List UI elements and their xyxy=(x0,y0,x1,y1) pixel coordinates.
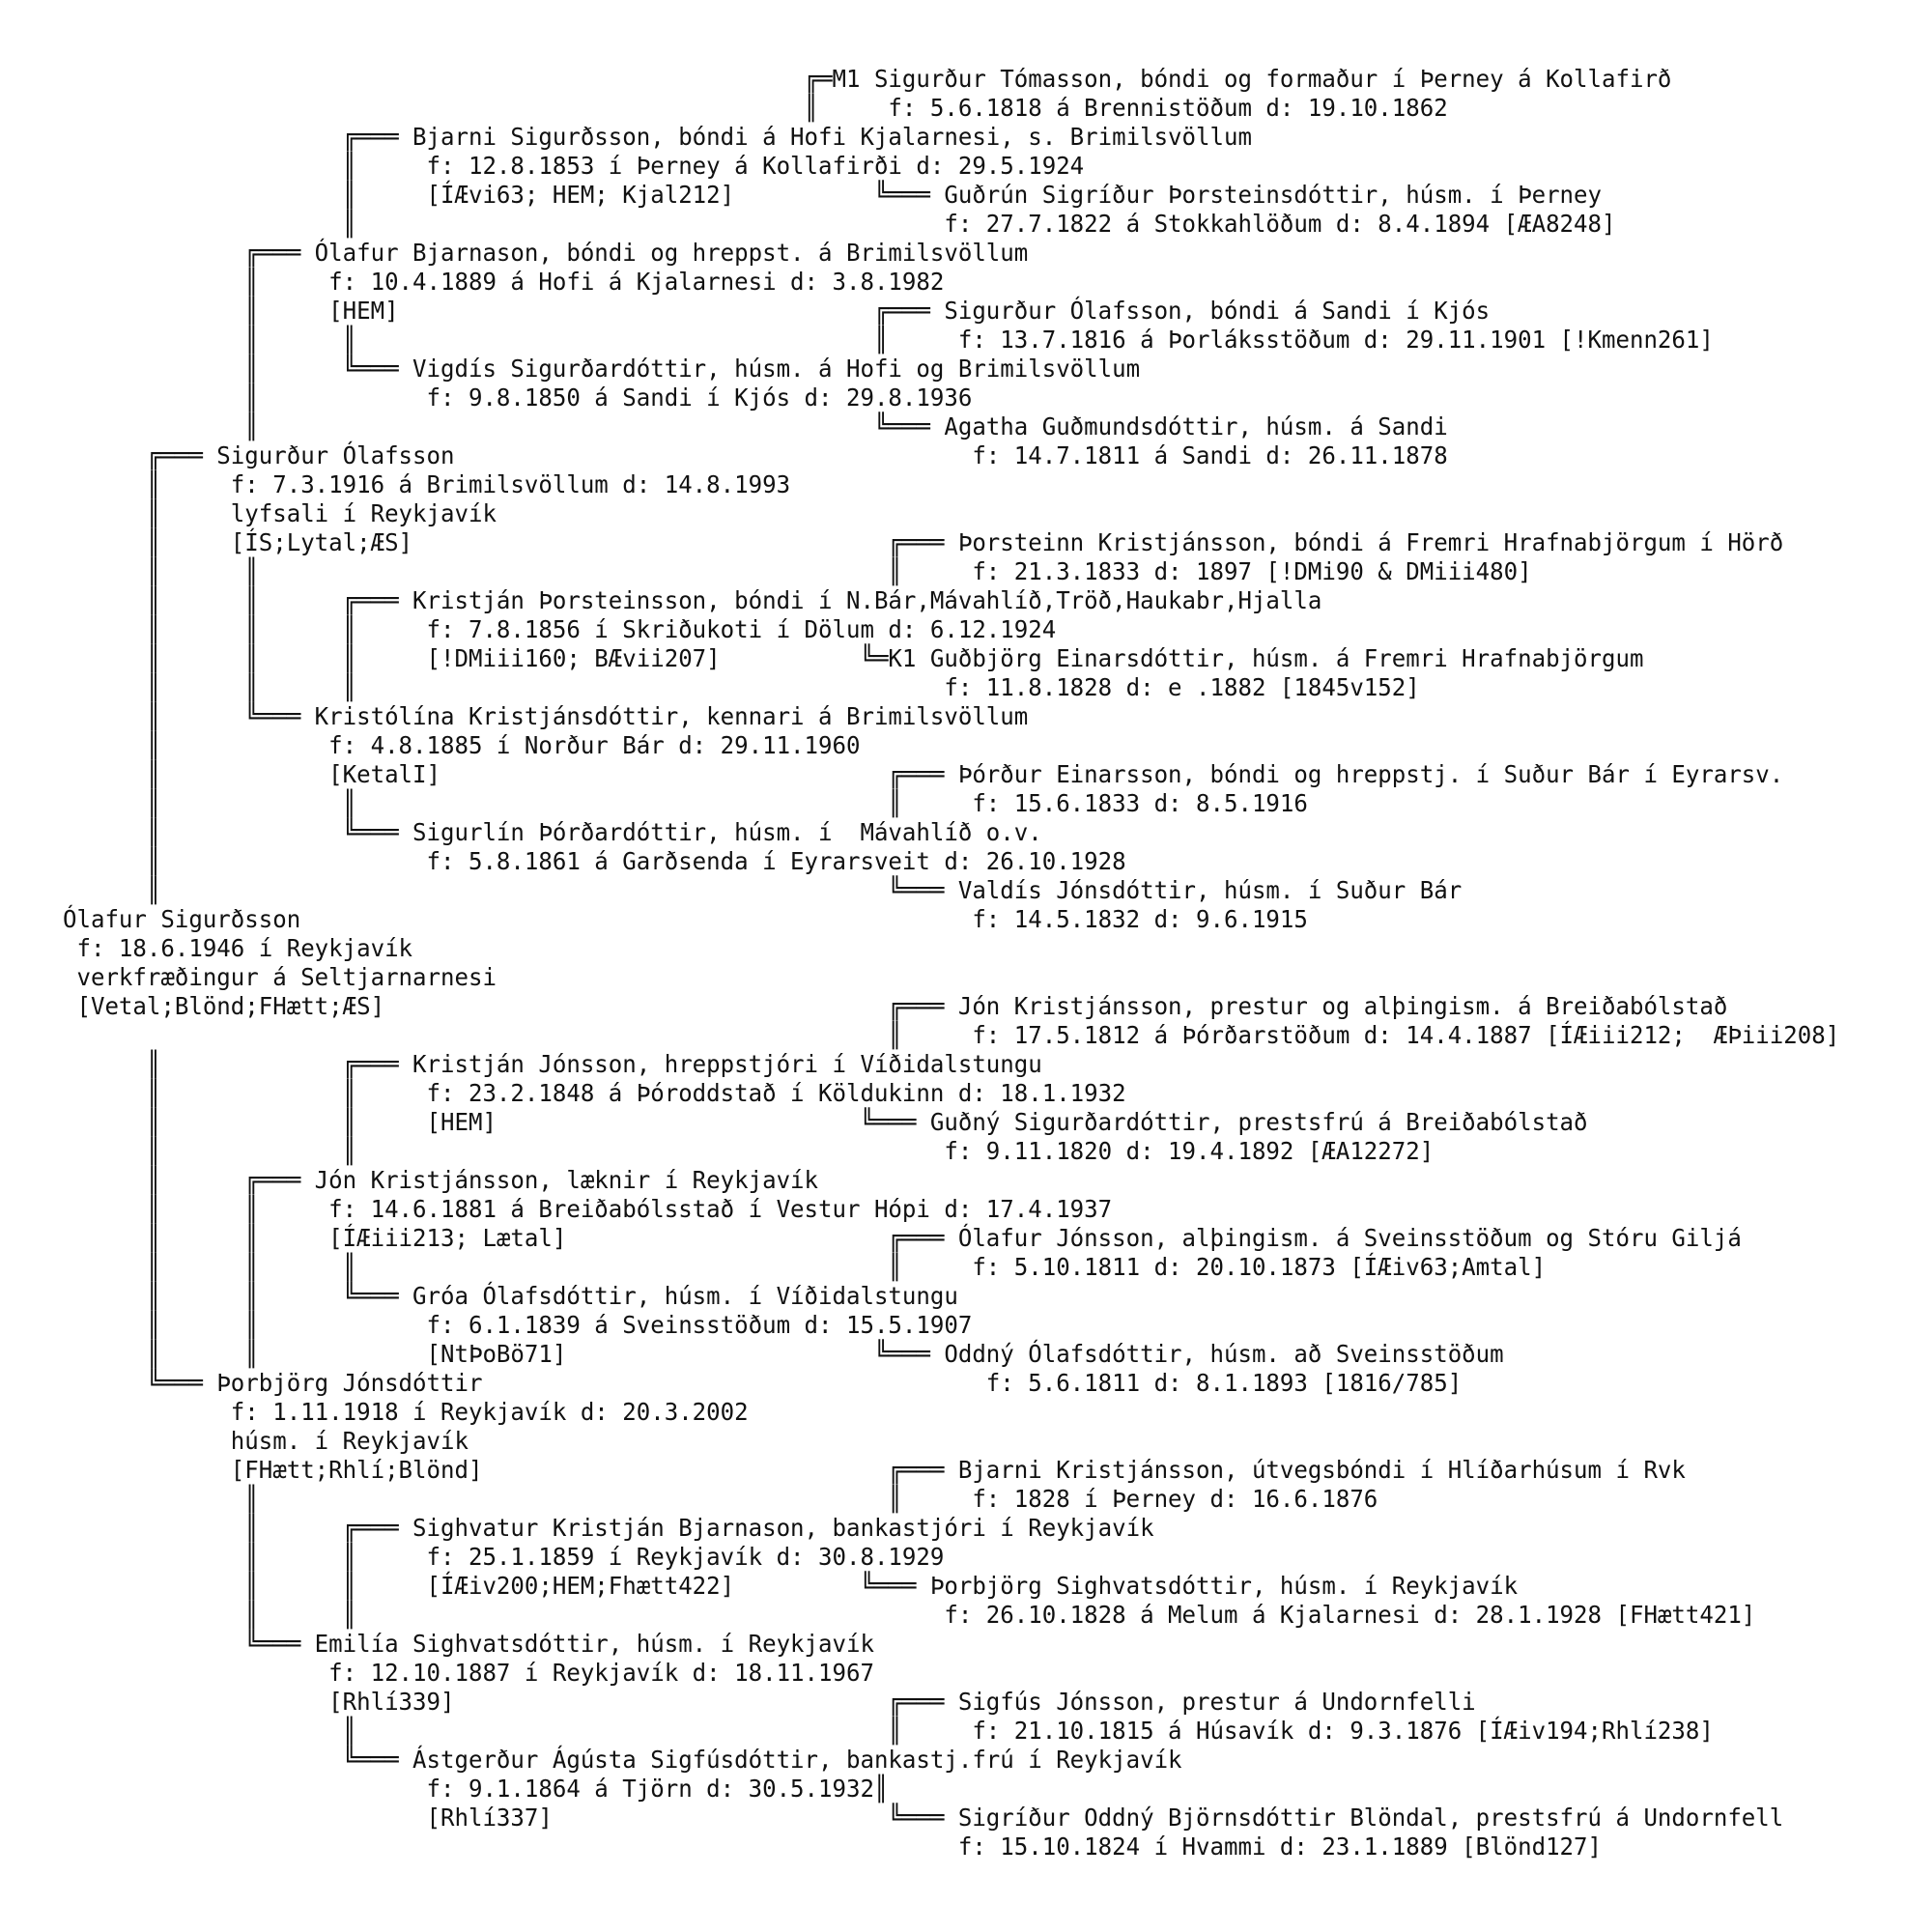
tree-line: ║ ║ [NtÞoBö71] ╚═══ Oddný Ólafsdóttir, húsm. að Sveinsstöðum xyxy=(63,1340,1504,1368)
tree-line: ║ ║ f: 14.6.1881 á Breiðabólsstað í Vestur Hópi d: 17.4.1937 xyxy=(63,1195,1113,1223)
tree-line: f: 15.10.1824 í Hvammi d: 23.1.1889 [Blönd127] xyxy=(63,1833,1602,1861)
tree-line: ╚═══ Þorbjörg Jónsdóttir f: 5.6.1811 d: 8.1.1893 [1816/785] xyxy=(63,1369,1463,1397)
tree-line: ║ f: 12.8.1853 í Þerney á Kollafirði d: 29.5.1924 xyxy=(63,152,1085,180)
tree-line: ║ ║ [ÍÆiii213; Lætal] ╔═══ Ólafur Jónsson, alþingism. á Sveinsstöðum og Stóru Giljá xyxy=(63,1224,1742,1252)
tree-line: ╔═══ Ólafur Bjarnason, bóndi og hreppst. á Brimilsvöllum xyxy=(63,239,1029,267)
tree-line: f: 1.11.1918 í Reykjavík d: 20.3.2002 xyxy=(63,1398,749,1426)
tree-line: ║ ╚═══ Kristólína Kristjánsdóttir, kennari á Brimilsvöllum xyxy=(63,702,1029,730)
tree-line: ║ [HEM] ╔═══ Sigurður Ólafsson, bóndi á Sandi í Kjós xyxy=(63,297,1491,325)
tree-line: ║ ║ ║ f: 13.7.1816 á Þorláksstöðum d: 29.11.1901 [!Kmenn261] xyxy=(63,326,1714,354)
tree-line: ║ ║ ╔═══ Kristján Þorsteinsson, bóndi í N.Bár,Mávahlíð,Tröð,Haukabr,Hjalla xyxy=(63,586,1322,614)
tree-line: f: 9.1.1864 á Tjörn d: 30.5.1932║ xyxy=(63,1775,889,1803)
tree-line: ║ f: 5.8.1861 á Garðsenda í Eyrarsveit d: 26.10.1928 xyxy=(63,847,1126,875)
tree-line: ║ ║ f: 25.1.1859 í Reykjavík d: 30.8.1929 xyxy=(63,1543,945,1571)
tree-line: [Vetal;Blönd;FHætt;ÆS] ╔═══ Jón Kristjánsson, prestur og alþingism. á Breiðabólstað xyxy=(63,992,1728,1020)
tree-line: ║ ║ [ÍÆiv200;HEM;Fhætt422] ╚═══ Þorbjörg Sighvatsdóttir, húsm. í Reykjavík xyxy=(63,1572,1519,1600)
tree-line: ║ ║ ║ f: 7.8.1856 í Skriðukoti í Dölum d: 6.12.1924 xyxy=(63,615,1057,643)
tree-line: ║ f: 4.8.1885 í Norður Bár d: 29.11.1960 xyxy=(63,731,861,759)
tree-line: ╔═══ Sigurður Ólafsson f: 14.7.1811 á Sandi d: 26.11.1878 xyxy=(63,441,1448,469)
tree-line: ║ [ÍÆvi63; HEM; Kjal212] ╚═══ Guðrún Sigríður Þorsteinsdóttir, húsm. í Þerney xyxy=(63,181,1602,209)
tree-line: ║ ║ ║ [!DMiii160; BÆvii207] ╚═K1 Guðbjörg Einarsdóttir, húsm. á Fremri Hrafnabjörgum xyxy=(63,644,1644,672)
tree-line: f: 12.10.1887 í Reykjavík d: 18.11.1967 xyxy=(63,1659,874,1687)
tree-line: ║ f: 9.8.1850 á Sandi í Kjós d: 29.8.1936 xyxy=(63,384,973,412)
tree-line: ║ ║ f: 23.2.1848 á Þóroddstað í Köldukinn d: 18.1.1932 xyxy=(63,1079,1126,1107)
tree-line: ║ ║ ║ f: 15.6.1833 d: 8.5.1916 xyxy=(63,789,1308,817)
tree-line: ║ ╚═══ Vigdís Sigurðardóttir, húsm. á Hofi og Brimilsvöllum xyxy=(63,355,1141,383)
tree-line: ║ ║ f: 26.10.1828 á Melum á Kjalarnesi d: 28.1.1928 [FHætt421] xyxy=(63,1601,1756,1629)
tree-line: Ólafur Sigurðsson f: 14.5.1832 d: 9.6.1915 xyxy=(63,905,1308,933)
tree-line: ║ f: 7.3.1916 á Brimilsvöllum d: 14.8.1993 xyxy=(63,470,791,498)
tree-line: [FHætt;Rhlí;Blönd] ╔═══ Bjarni Kristjánsson, útvegsbóndi í Hlíðarhúsum í Rvk xyxy=(63,1456,1686,1484)
tree-line: ║ ║ [HEM] ╚═══ Guðný Sigurðardóttir, prestsfrú á Breiðabólstað xyxy=(63,1108,1588,1136)
tree-line: ║ f: 17.5.1812 á Þórðarstöðum d: 14.4.1887 [ÍÆiii212; ÆÞiii208] xyxy=(63,1021,1840,1049)
tree-line: f: 18.6.1946 í Reykjavík xyxy=(63,934,413,962)
tree-line: ╚═══ Emilía Sighvatsdóttir, húsm. í Reykjavík xyxy=(63,1630,874,1658)
tree-line: ║ ╔═══ Sighvatur Kristján Bjarnason, bankastjóri í Reykjavík xyxy=(63,1514,1154,1542)
tree-line: ║ ║ f: 1828 í Þerney d: 16.6.1876 xyxy=(63,1485,1378,1513)
tree-line: ║ ╚═══ Agatha Guðmundsdóttir, húsm. á Sandi xyxy=(63,412,1448,440)
tree-line: ║ ║ f: 6.1.1839 á Sveinsstöðum d: 15.5.1907 xyxy=(63,1311,973,1339)
tree-line: ║ ║ f: 21.10.1815 á Húsavík d: 9.3.1876 [ÍÆiv194;Rhlí238] xyxy=(63,1717,1714,1745)
tree-line: húsm. í Reykjavík xyxy=(63,1427,469,1455)
tree-line: ║ lyfsali í Reykjavík xyxy=(63,499,497,527)
tree-line: ║ [ÍS;Lytal;ÆS] ╔═══ Þorsteinn Kristjánsson, bóndi á Fremri Hrafnabjörgum í Hörð xyxy=(63,528,1784,556)
tree-line: ║ ║ ║ f: 21.3.1833 d: 1897 [!DMi90 & DMiii480] xyxy=(63,557,1532,585)
tree-line: [Rhlí337] ╚═══ Sigríður Oddný Björnsdóttir Blöndal, prestsfrú á Undornfell xyxy=(63,1804,1784,1832)
tree-line: verkfræðingur á Seltjarnarnesi xyxy=(63,963,497,991)
tree-line: ║ f: 10.4.1889 á Hofi á Kjalarnesi d: 3.8.1982 xyxy=(63,268,945,296)
tree-line: ║ ╚═══ Sigurlín Þórðardóttir, húsm. í Mávahlíð o.v. xyxy=(63,818,1042,846)
tree-line: [Rhlí339] ╔═══ Sigfús Jónsson, prestur á Undornfelli xyxy=(63,1688,1476,1716)
tree-line: ║ ╔═══ Kristján Jónsson, hreppstjóri í Víðidalstungu xyxy=(63,1050,1042,1078)
tree-line: ║ ║ ║ ║ f: 5.10.1811 d: 20.10.1873 [ÍÆiv63;Amtal] xyxy=(63,1253,1547,1281)
tree-line: ║ f: 5.6.1818 á Brennistöðum d: 19.10.1862 xyxy=(63,94,1448,122)
tree-line: ║ [KetalI] ╔═══ Þórður Einarsson, bóndi og hreppstj. í Suður Bár í Eyrarsv. xyxy=(63,760,1784,788)
tree-line: ╚═══ Ástgerður Ágústa Sigfúsdóttir, bankastj.frú í Reykjavík xyxy=(63,1746,1182,1774)
tree-line: ╔═M1 Sigurður Tómasson, bóndi og formaður í Þerney á Kollafirð xyxy=(63,65,1672,93)
tree-line: ║ ║ ║ f: 11.8.1828 d: e .1882 [1845v152] xyxy=(63,673,1420,701)
tree-line: ║ ║ f: 9.11.1820 d: 19.4.1892 [ÆA12272] xyxy=(63,1137,1435,1165)
tree-line: ╔═══ Bjarni Sigurðsson, bóndi á Hofi Kjalarnesi, s. Brimilsvöllum xyxy=(63,123,1252,151)
tree-line: ║ ║ ╚═══ Gróa Ólafsdóttir, húsm. í Víðidalstungu xyxy=(63,1282,958,1310)
tree-line: ║ ╚═══ Valdís Jónsdóttir, húsm. í Suður Bár xyxy=(63,876,1463,904)
tree-line: ║ f: 27.7.1822 á Stokkahlöðum d: 8.4.1894 [ÆA8248] xyxy=(63,210,1616,238)
family-tree-chart xyxy=(63,65,1839,1861)
tree-line: ║ ╔═══ Jón Kristjánsson, læknir í Reykjavík xyxy=(63,1166,819,1194)
